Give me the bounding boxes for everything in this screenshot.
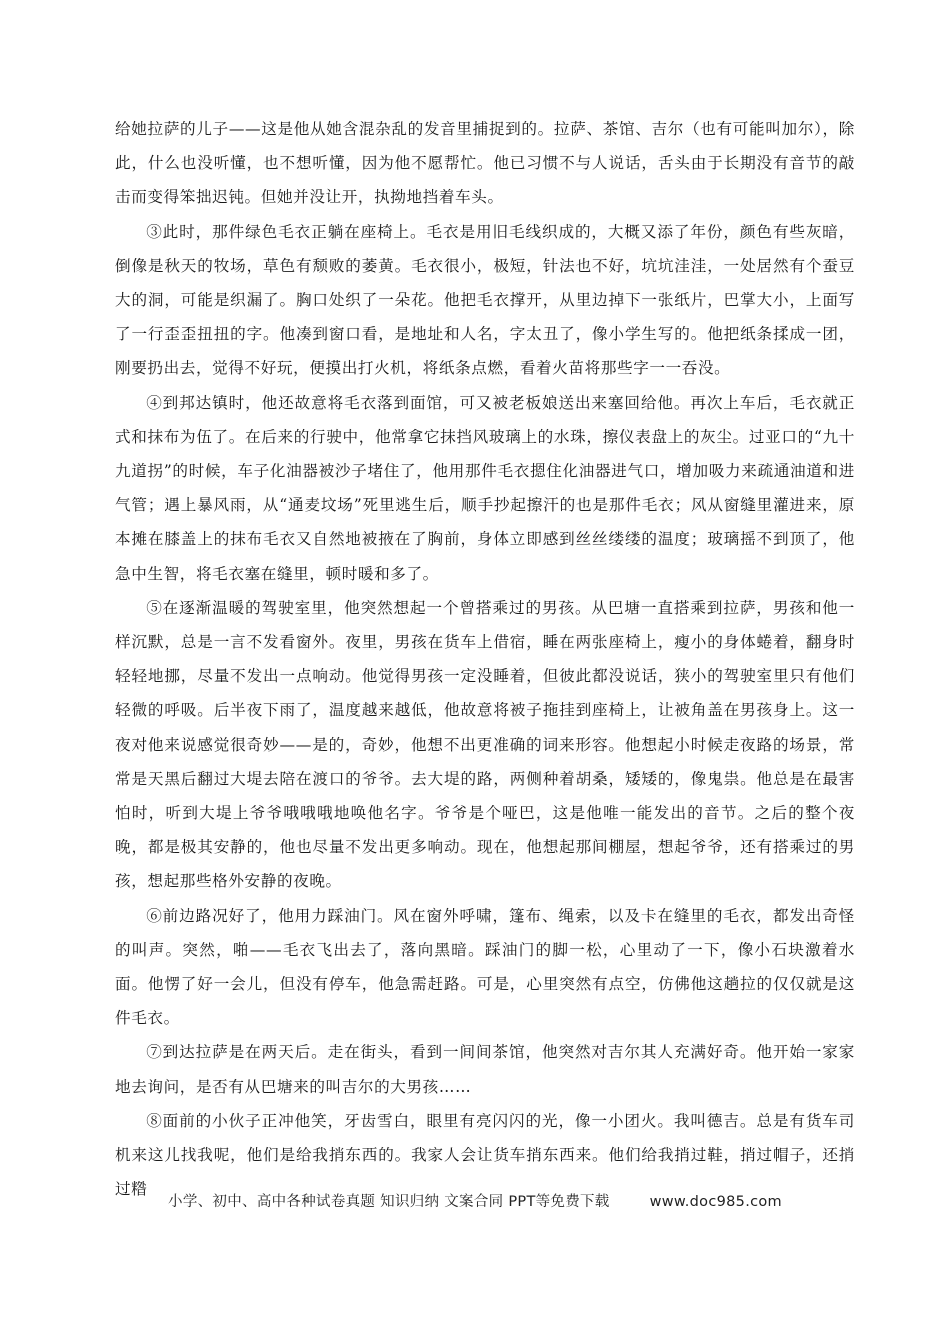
paragraph-3: ③此时，那件绿色毛衣正躺在座椅上。毛衣是用旧毛线织成的，大概又添了年份，颜色有些灰暗，倒像是秋天的牧场，草色有颓败的萎黄。毛衣很小，极短，针法也不好，坑坑洼洼，一处居然有个蚕豆大的洞，可能是织漏了。胸口处织了一朵花。他把毛衣撑开，从里边掉下一张纸片，巴掌大小，上面写了一行歪歪扭扭的字。他凑到窗口看，是地址和人名，字太丑了，像小学生写的。他把纸条揉成一团，刚要扔出去，觉得不好玩，便摸出打火机，将纸条点燃，看着火苗将那些字一一吞没。 [115,222,855,378]
paragraph-6: ⑥前边路况好了，他用力踩油门。风在窗外呼啸，篷布、绳索，以及卡在缝里的毛衣，都发出奇怪的叫声。突然，啪——毛衣飞出去了，落向黑暗。踩油门的脚一松，心里动了一下，像小石块激着水面。他愣了好一会儿，但没有停车，他急需赶路。可是，心里突然有点空，仿佛他这趟拉的仅仅就是这件毛衣。 [115,906,855,1028]
paragraph-5: ⑤在逐渐温暖的驾驶室里，他突然想起一个曾搭乘过的男孩。从巴塘一直搭乘到拉萨，男孩和他一样沉默，总是一言不发看窗外。夜里，男孩在货车上借宿，睡在两张座椅上，瘦小的身体蜷着，翻身时轻轻地挪，尽量不发出一点响动。他觉得男孩一定没睡着，但彼此都没说话，狭小的驾驶室里只有他们轻微的呼吸。后半夜下雨了，温度越来越低，他故意将被子拖挂到座椅上，让被角盖在男孩身上。这一夜对他来说感觉很奇妙——是的，奇妙，他想不出更准确的词来形容。他想起小时候走夜路的场景，常常是天黑后翻过大堤去陪在渡口的爷爷。去大堤的路，两侧种着胡桑，矮矮的，像鬼祟。他总是在最害怕时，听到大堤上爷爷哦哦哦地唤他名字。爷爷是个哑巴，这是他唯一能发出的音节。之后的整个夜晚，都是极其安静的，他也尽量不发出更多响动。现在，他想起那间棚屋，想起爷爷，还有搭乘过的男孩，想起那些格外安静的夜晚。 [115,598,855,891]
paragraph-4: ④到邦达镇时，他还故意将毛衣落到面馆，可又被老板娘送出来塞回给他。再次上车后，毛衣就正式和抹布为伍了。在后来的行驶中，他常拿它抹挡风玻璃上的水珠，擦仪表盘上的灰尘。过亚口的“九十九道拐”的时候，车子化油器被沙子堵住了，他用那件毛衣摁住化油器进气口，增加吸力来疏通油道和进气管；遇上暴风雨，从“通麦坟场”死里逃生后，顺手抄起擦汗的也是那件毛衣；风从窗缝里灌进来，原本摊在膝盖上的抹布毛衣又自然地被掖在了胸前，身体立即感到丝丝缕缕的温度；玻璃摇不到顶了，他急中生智，将毛衣塞在缝里，顿时暖和多了。 [115,393,855,583]
paragraph-8: ⑧面前的小伙子正冲他笑，牙齿雪白，眼里有亮闪闪的光，像一小团火。我叫德吉。总是有货车司机来这儿找我呢，他们是给我捎东西的。我家人会让货车捎东西来。他们给我捎过鞋，捎过帽子，还捎过糌 [115,1111,855,1199]
document-body [115,112,855,1207]
page-footer [0,1190,950,1211]
footer-text: 小学、初中、高中各种试卷真题 知识归纳 文案合同 PPT等免费下载 [168,1194,610,1210]
footer-site-link[interactable]: www.doc985.com [649,1194,782,1210]
paragraph-7: ⑦到达拉萨是在两天后。走在街头，看到一间间茶馆，他突然对吉尔其人充满好奇。他开始一家家地去询问，是否有从巴塘来的叫吉尔的大男孩…… [115,1043,855,1096]
paragraph-continued: 给她拉萨的儿子——这是他从她含混杂乱的发音里捕捉到的。拉萨、茶馆、吉尔（也有可能叫加尔），除此，什么也没听懂，也不想听懂，因为他不愿帮忙。他已习惯不与人说话，舌头由于长期没有音节的敲击而变得笨拙迟钝。但她并没让开，执拗地挡着车头。 [115,120,855,207]
